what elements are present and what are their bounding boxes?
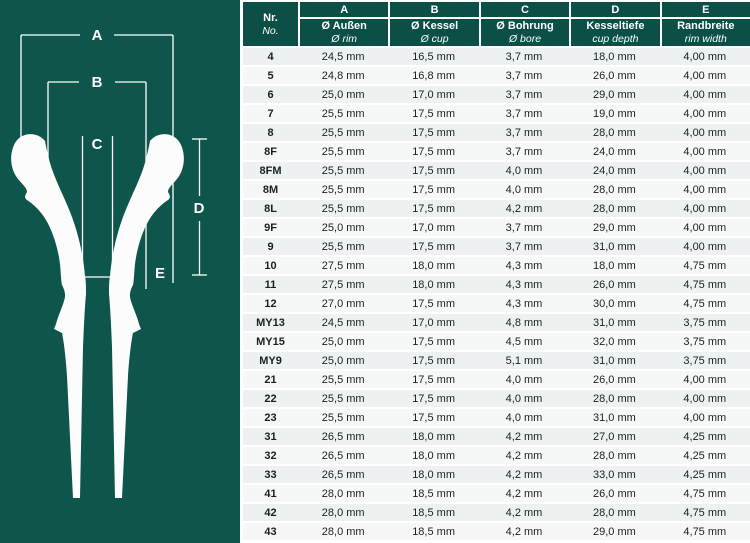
table-row	[243, 105, 750, 124]
row-model-number: 43	[264, 525, 277, 538]
table-row	[243, 523, 750, 542]
table-row	[243, 428, 750, 447]
row-model-number: 8	[267, 126, 274, 139]
row-rim-width: 4,00 mm	[683, 183, 727, 196]
row-cup-depth: 27,0 mm	[592, 430, 636, 443]
row-bore-diameter: 4,2 mm	[505, 487, 543, 500]
row-rim-diameter: 26,5 mm	[321, 430, 365, 443]
row-cup-diameter: 18,5 mm	[412, 506, 455, 519]
row-bore-diameter: 4,2 mm	[505, 525, 543, 538]
mouthpiece-silhouette	[11, 134, 184, 498]
row-bore-diameter: 4,3 mm	[505, 297, 543, 310]
row-cup-diameter: 16,5 mm	[412, 50, 455, 63]
row-bore-diameter: 3,7 mm	[505, 107, 543, 120]
row-cup-diameter: 18,0 mm	[412, 430, 455, 443]
header-en: Ø bore	[508, 33, 542, 45]
header-en: Ø cup	[420, 33, 449, 45]
table-row	[243, 200, 750, 219]
header-en: Ø rim	[331, 33, 358, 45]
row-model-number: 8FM	[259, 164, 282, 177]
table-row	[243, 276, 750, 295]
row-rim-width: 4,00 mm	[683, 392, 727, 405]
row-rim-width: 4,75 mm	[683, 278, 727, 291]
row-cup-depth: 29,0 mm	[592, 525, 636, 538]
row-rim-diameter: 25,5 mm	[321, 107, 365, 120]
row-bore-diameter: 4,3 mm	[505, 259, 543, 272]
row-bore-diameter: 4,0 mm	[505, 392, 543, 405]
table-row	[243, 162, 750, 181]
row-cup-diameter: 17,0 mm	[412, 316, 455, 329]
row-rim-diameter: 25,5 mm	[321, 164, 365, 177]
row-rim-width: 4,00 mm	[683, 88, 727, 101]
row-rim-diameter: 28,0 mm	[321, 506, 365, 519]
table-row	[243, 143, 750, 162]
row-rim-width: 4,75 mm	[683, 487, 727, 500]
header-label-cup-diameter	[390, 19, 478, 46]
row-rim-diameter: 24,5 mm	[321, 50, 365, 63]
row-bore-diameter: 4,5 mm	[505, 335, 543, 348]
row-rim-diameter: 24,8 mm	[321, 69, 365, 82]
header-letter-c: C	[481, 2, 569, 17]
table-row	[243, 257, 750, 276]
row-model-number: 9	[267, 240, 274, 253]
row-cup-depth: 31,0 mm	[592, 240, 636, 253]
row-model-number: 8M	[262, 183, 279, 196]
row-rim-diameter: 26,5 mm	[321, 468, 365, 481]
row-model-number: 41	[264, 487, 277, 500]
row-cup-depth: 26,0 mm	[592, 69, 636, 82]
row-rim-diameter: 26,5 mm	[321, 449, 365, 462]
row-cup-diameter: 17,5 mm	[412, 373, 455, 386]
row-cup-depth: 18,0 mm	[592, 259, 636, 272]
header-en: rim width	[684, 33, 727, 45]
row-cup-depth: 32,0 mm	[592, 335, 636, 348]
header-letter-d: D	[571, 2, 659, 17]
row-model-number: 12	[264, 297, 277, 310]
row-cup-diameter: 17,5 mm	[412, 411, 455, 424]
table-row	[243, 124, 750, 143]
dim-label-a: A	[91, 27, 103, 44]
row-rim-diameter: 25,5 mm	[321, 202, 365, 215]
row-model-number: 4	[267, 50, 274, 63]
row-rim-diameter: 25,0 mm	[321, 88, 365, 101]
row-cup-diameter: 17,5 mm	[412, 392, 455, 405]
row-cup-diameter: 17,0 mm	[412, 88, 455, 101]
row-cup-depth: 29,0 mm	[592, 221, 636, 234]
row-bore-diameter: 4,0 mm	[505, 183, 543, 196]
header-nr-en: No.	[262, 24, 279, 37]
row-cup-depth: 31,0 mm	[592, 316, 636, 329]
row-cup-diameter: 17,5 mm	[412, 240, 455, 253]
spec-table	[240, 0, 750, 543]
row-bore-diameter: 4,0 mm	[505, 164, 543, 177]
row-cup-depth: 28,0 mm	[592, 202, 636, 215]
row-model-number: 22	[264, 392, 277, 405]
row-model-number: 23	[264, 411, 277, 424]
dim-label-b: B	[91, 74, 103, 91]
row-bore-diameter: 3,7 mm	[505, 145, 543, 158]
row-rim-width: 4,75 mm	[683, 506, 727, 519]
table-row	[243, 504, 750, 523]
row-rim-width: 4,00 mm	[683, 202, 727, 215]
row-bore-diameter: 3,7 mm	[505, 50, 543, 63]
table-row	[243, 86, 750, 105]
row-bore-diameter: 3,7 mm	[505, 126, 543, 139]
row-rim-diameter: 27,5 mm	[321, 259, 365, 272]
row-rim-width: 4,00 mm	[683, 69, 727, 82]
row-rim-width: 3,75 mm	[683, 354, 727, 367]
table-body	[243, 48, 750, 543]
table-row	[243, 333, 750, 352]
row-cup-depth: 30,0 mm	[592, 297, 636, 310]
row-rim-diameter: 24,5 mm	[321, 316, 365, 329]
row-cup-depth: 24,0 mm	[592, 145, 636, 158]
row-cup-diameter: 17,5 mm	[412, 354, 455, 367]
header-label-rim-diameter	[300, 19, 388, 46]
row-rim-width: 4,00 mm	[683, 373, 727, 386]
row-bore-diameter: 4,8 mm	[505, 316, 543, 329]
row-model-number: 11	[264, 278, 277, 291]
header-label-rim-width	[662, 19, 750, 46]
row-rim-diameter: 25,0 mm	[321, 354, 365, 367]
row-cup-diameter: 18,0 mm	[412, 468, 455, 481]
header-label-cup-depth	[571, 19, 659, 46]
row-bore-diameter: 4,3 mm	[505, 278, 543, 291]
row-cup-diameter: 18,0 mm	[412, 449, 455, 462]
row-rim-diameter: 25,0 mm	[321, 335, 365, 348]
header-nr-de: Nr.	[263, 11, 278, 24]
row-bore-diameter: 3,7 mm	[505, 240, 543, 253]
row-rim-width: 4,00 mm	[683, 107, 727, 120]
row-model-number: MY15	[256, 335, 285, 348]
row-rim-width: 4,25 mm	[683, 449, 727, 462]
row-cup-depth: 19,0 mm	[592, 107, 636, 120]
row-cup-depth: 24,0 mm	[592, 164, 636, 177]
row-rim-width: 4,00 mm	[683, 240, 727, 253]
row-cup-diameter: 17,0 mm	[412, 221, 455, 234]
mouthpiece-half-left	[11, 134, 86, 498]
row-model-number: 32	[264, 449, 277, 462]
row-cup-diameter: 17,5 mm	[412, 335, 455, 348]
table-row	[243, 219, 750, 238]
row-rim-diameter: 25,5 mm	[321, 183, 365, 196]
row-model-number: 6	[267, 88, 274, 101]
row-bore-diameter: 3,7 mm	[505, 221, 543, 234]
header-nr-cell	[243, 2, 298, 46]
row-rim-diameter: 27,5 mm	[321, 278, 365, 291]
row-rim-width: 4,75 mm	[683, 297, 727, 310]
row-cup-depth: 33,0 mm	[592, 468, 636, 481]
header-de: Ø Bohrung	[496, 20, 554, 32]
table-row	[243, 390, 750, 409]
row-rim-width: 3,75 mm	[683, 335, 727, 348]
row-model-number: 7	[267, 107, 274, 120]
row-model-number: MY13	[256, 316, 285, 329]
row-model-number: 5	[267, 69, 274, 82]
row-rim-width: 4,00 mm	[683, 221, 727, 234]
table-row	[243, 371, 750, 390]
table-row	[243, 485, 750, 504]
header-label-bore-diameter	[481, 19, 569, 46]
row-cup-diameter: 17,5 mm	[412, 183, 455, 196]
header-de: Randbreite	[677, 20, 735, 32]
row-cup-depth: 28,0 mm	[592, 392, 636, 405]
dim-label-c: C	[91, 136, 103, 153]
row-rim-diameter: 25,0 mm	[321, 221, 365, 234]
table-row	[243, 409, 750, 428]
row-model-number: 31	[264, 430, 277, 443]
row-cup-depth: 28,0 mm	[592, 449, 636, 462]
row-cup-depth: 28,0 mm	[592, 506, 636, 519]
row-model-number: 42	[264, 506, 277, 519]
row-rim-diameter: 25,5 mm	[321, 145, 365, 158]
row-bore-diameter: 3,7 mm	[505, 88, 543, 101]
row-rim-diameter: 28,0 mm	[321, 525, 365, 538]
table-row	[243, 466, 750, 485]
row-cup-depth: 18,0 mm	[592, 50, 636, 63]
row-cup-depth: 28,0 mm	[592, 183, 636, 196]
table-row	[243, 238, 750, 257]
row-rim-diameter: 25,5 mm	[321, 126, 365, 139]
row-rim-width: 4,25 mm	[683, 430, 727, 443]
header-de: Ø Außen	[321, 20, 367, 32]
row-cup-depth: 26,0 mm	[592, 487, 636, 500]
table-row	[243, 447, 750, 466]
row-cup-diameter: 17,5 mm	[412, 164, 455, 177]
row-bore-diameter: 3,7 mm	[505, 69, 543, 82]
row-bore-diameter: 4,2 mm	[505, 468, 543, 481]
row-rim-diameter: 28,0 mm	[321, 487, 365, 500]
row-model-number: 21	[264, 373, 277, 386]
row-cup-diameter: 18,5 mm	[412, 525, 455, 538]
row-cup-diameter: 18,5 mm	[412, 487, 455, 500]
row-rim-width: 4,00 mm	[683, 411, 727, 424]
row-bore-diameter: 5,1 mm	[505, 354, 543, 367]
row-rim-width: 3,75 mm	[683, 316, 727, 329]
table-row	[243, 181, 750, 200]
table-row	[243, 295, 750, 314]
row-rim-width: 4,75 mm	[683, 525, 727, 538]
row-cup-diameter: 16,8 mm	[412, 69, 455, 82]
row-rim-diameter: 25,5 mm	[321, 373, 365, 386]
row-bore-diameter: 4,0 mm	[505, 411, 543, 424]
table-row	[243, 67, 750, 86]
row-cup-diameter: 17,5 mm	[412, 126, 455, 139]
row-cup-diameter: 17,5 mm	[412, 107, 455, 120]
header-letter-b: B	[390, 2, 478, 17]
row-cup-depth: 31,0 mm	[592, 354, 636, 367]
row-rim-width: 4,25 mm	[683, 468, 727, 481]
dim-label-d: D	[193, 200, 205, 217]
row-bore-diameter: 4,2 mm	[505, 202, 543, 215]
row-bore-diameter: 4,2 mm	[505, 449, 543, 462]
header-de: Ø Kessel	[411, 20, 459, 32]
row-rim-width: 4,00 mm	[683, 164, 727, 177]
row-cup-diameter: 18,0 mm	[412, 278, 455, 291]
row-cup-depth: 26,0 mm	[592, 373, 636, 386]
row-bore-diameter: 4,2 mm	[505, 506, 543, 519]
table-row	[243, 314, 750, 333]
row-cup-depth: 31,0 mm	[592, 411, 636, 424]
dim-label-e: E	[154, 265, 166, 282]
header-letter-e: E	[662, 2, 750, 17]
row-rim-width: 4,00 mm	[683, 126, 727, 139]
row-bore-diameter: 4,2 mm	[505, 430, 543, 443]
row-rim-diameter: 27,0 mm	[321, 297, 365, 310]
row-model-number: MY9	[259, 354, 282, 367]
table-row	[243, 352, 750, 371]
row-model-number: 8F	[264, 145, 277, 158]
row-rim-diameter: 25,5 mm	[321, 411, 365, 424]
mouthpiece-cross-section-diagram	[0, 0, 240, 543]
row-model-number: 9F	[264, 221, 277, 234]
header-de: Kesseltiefe	[586, 20, 645, 32]
diagram-panel	[0, 0, 240, 543]
row-rim-diameter: 25,5 mm	[321, 392, 365, 405]
header-en: cup depth	[592, 33, 639, 45]
row-bore-diameter: 4,0 mm	[505, 373, 543, 386]
row-model-number: 10	[264, 259, 277, 272]
row-rim-width: 4,00 mm	[683, 145, 727, 158]
row-cup-diameter: 17,5 mm	[412, 202, 455, 215]
row-model-number: 8L	[264, 202, 277, 215]
row-cup-depth: 28,0 mm	[592, 126, 636, 139]
row-cup-diameter: 18,0 mm	[412, 259, 455, 272]
row-rim-width: 4,75 mm	[683, 259, 727, 272]
row-model-number: 33	[264, 468, 277, 481]
header-letter-a: A	[300, 2, 388, 17]
row-cup-depth: 29,0 mm	[592, 88, 636, 101]
row-cup-depth: 26,0 mm	[592, 278, 636, 291]
row-rim-diameter: 25,5 mm	[321, 240, 365, 253]
table-header	[243, 2, 750, 46]
row-cup-diameter: 17,5 mm	[412, 145, 455, 158]
row-cup-diameter: 17,5 mm	[412, 297, 455, 310]
row-rim-width: 4,00 mm	[683, 50, 727, 63]
table-row	[243, 48, 750, 67]
